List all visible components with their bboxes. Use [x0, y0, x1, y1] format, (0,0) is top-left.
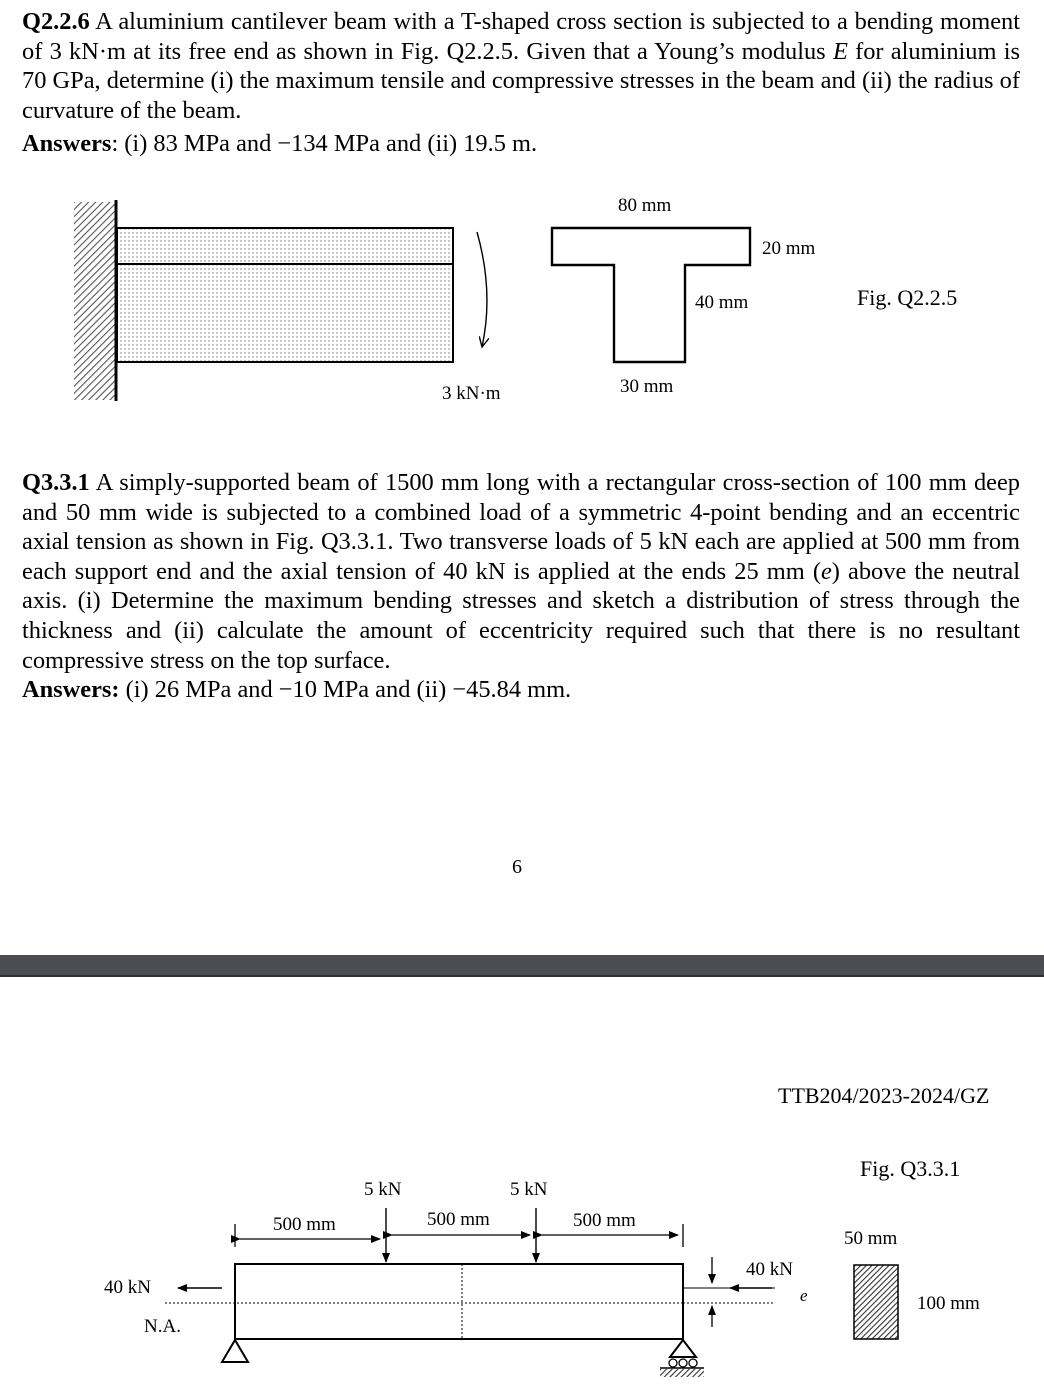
figure-caption: Fig. Q2.2.5 [857, 285, 958, 310]
eccentricity-label: e [800, 1286, 808, 1305]
pin-support [222, 1340, 248, 1362]
flange-thickness-label: 20 mm [762, 238, 816, 259]
figure-q225 [0, 0, 1044, 420]
section-depth-label: 100 mm [917, 1293, 980, 1314]
flange-width-label: 80 mm [618, 195, 672, 216]
answers-q331: Answers: (i) 26 MPa and −10 MPa and (ii) −45.84 mm. [22, 676, 572, 703]
question-q226: Q2.2.6 A aluminium cantilever beam with a T-shaped cross section is subjected to a bending moment of 3 kN·m at its free end as shown in Fig. Q2.2.5. Given that a Young’s modulus E for aluminium is 70 GPa, determine (i) the maximum tensile and compressive stresses in the beam and (ii) the radius of curvature of the beam. [22, 8, 1020, 124]
question-number: Q3.3.1 [22, 469, 90, 496]
web-height-label: 40 mm [695, 292, 749, 313]
wall-support [74, 202, 116, 400]
question-q331: Q3.3.1 A simply-supported beam of 1500 mm long with a rectangular cross-section of 100 mm deep and 50 mm wide is subjected to a combined load of a symmetric 4-point bending and an eccentric axial tension as shown in Fig. Q3.3.1. Two transverse loads of 5 kN each are applied at 500 mm from each support end and the axial tension of 40 kN is applied at the ends 25 mm (e) above the neutral axis. (i) Determine the maximum bending stresses and sketch a distribution of stress through the thickness and (ii) calculate the amount of eccentricity required such that there is no resultant compressive stress on the top surface. [22, 469, 1021, 674]
figure-q331 [0, 977, 1044, 1399]
span-3-label: 500 mm [573, 1210, 636, 1231]
page-separator [0, 955, 1044, 977]
question-number: Q2.2.6 [22, 8, 90, 35]
span-2-label: 500 mm [427, 1209, 490, 1230]
neutral-axis-label: N.A. [144, 1316, 181, 1337]
page-7 [0, 977, 1044, 1399]
load-2-label: 5 kN [510, 1179, 548, 1200]
web-width-label: 30 mm [620, 376, 674, 397]
rectangular-cross-section [854, 1265, 898, 1339]
cantilever-beam [117, 228, 453, 362]
span-1-label: 500 mm [273, 1214, 336, 1235]
answers-q226: Answers: (i) 83 MPa and −134 MPa and (ii) 19.5 m. [22, 130, 538, 157]
simply-supported-beam [235, 1264, 683, 1339]
roller-support [660, 1340, 704, 1377]
header-course-code: TTB204/2023-2024/GZ [778, 1083, 990, 1108]
moment-arrow [477, 232, 487, 347]
moment-label: 3 kN·m [442, 383, 501, 404]
figure-caption: Fig. Q3.3.1 [860, 1156, 961, 1181]
section-width-label: 50 mm [844, 1228, 898, 1249]
load-1-label: 5 kN [364, 1179, 402, 1200]
axial-right-label: 40 kN [746, 1259, 793, 1280]
page-number: 6 [512, 856, 522, 878]
axial-left-label: 40 kN [104, 1277, 151, 1298]
